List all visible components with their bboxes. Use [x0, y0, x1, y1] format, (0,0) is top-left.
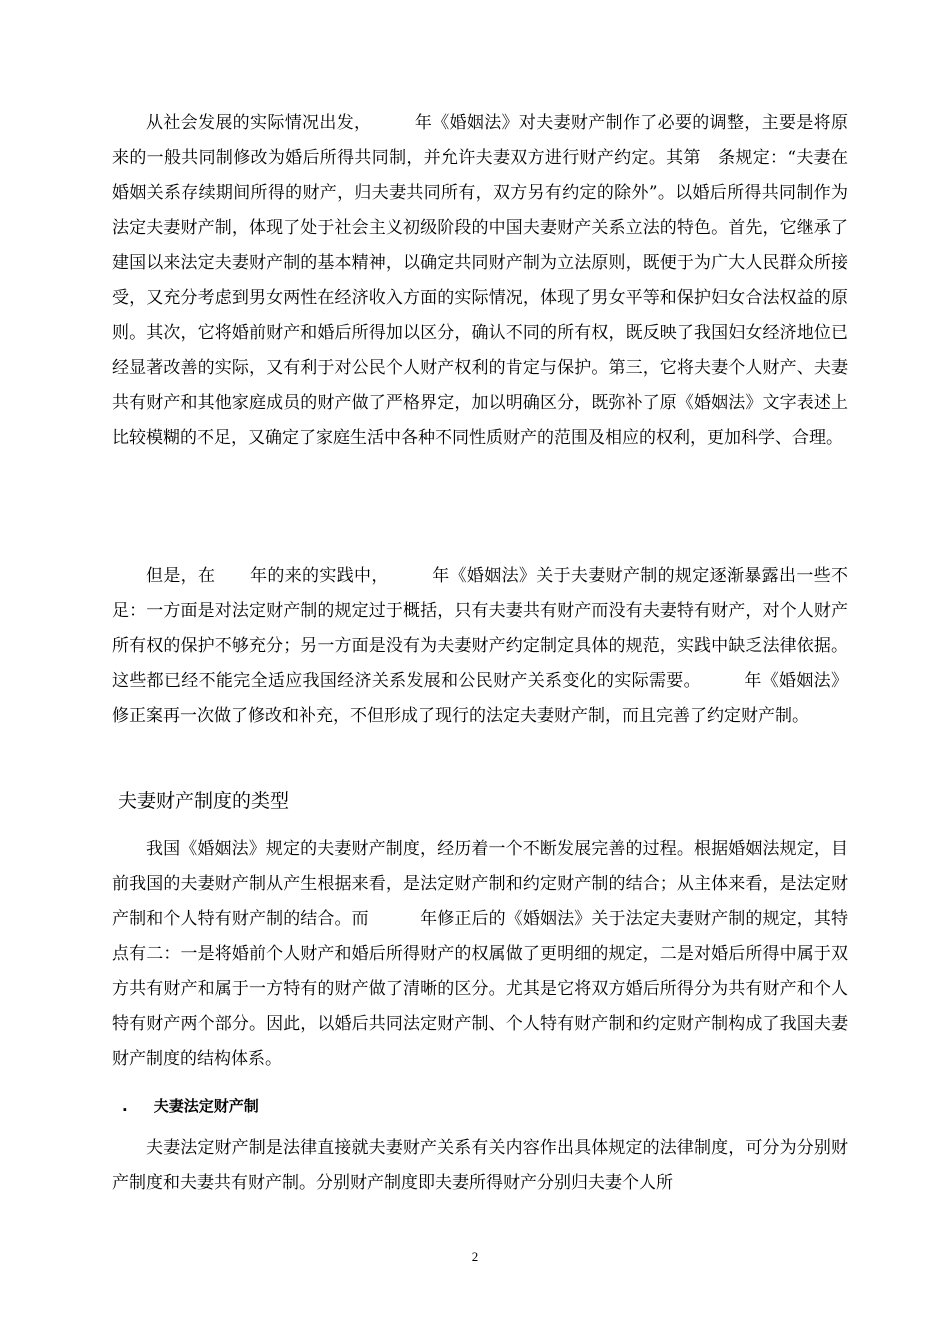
paragraph-practice-shortcomings: 但是，在 年的来的实践中， 年《婚姻法》关于夫妻财产制的规定逐渐暴露出一些不足：一方面是对法定财产制的规定过于概括，只有夫妻共有财产而没有夫妻特有财产，对个人财产所有权的保护不够充分；另一方面是没有为夫妻财产约定制定具体的规范，实践中缺乏法律依据。这些都已经不能完全适应我国经济关系发展和公民财产关系变化的实际需要。 年《婚姻法》修正案再一次做了修改和补充，不但形成了现行的法定夫妻财产制，而且完善了约定财产制。 [112, 566, 848, 726]
page-number: 2 [471, 1249, 479, 1264]
section-heading: 夫妻财产制度的类型 [118, 790, 290, 812]
paragraph-property-system-types: 我国《婚姻法》规定的夫妻财产制度，经历着一个不断发展完善的过程。根据婚姻法规定，目前我国的夫妻财产制从产生根据来看，是法定财产制和约定财产制的结合；从主体来看，是法定财产制和个人特有财产制的结合。而 年修正后的《婚姻法》关于法定夫妻财产制的规定，其特点有二：一是将婚前个人财产和婚后所得财产的权属做了更明细的规定，二是对婚后所得中属于双方共有财产和属于一方特有的财产做了清晰的区分。尤其是它将双方婚后所得分为共有财产和个人特有财产两个部分。因此，以婚后共同法定财产制、个人特有财产制和约定财产制构成了我国夫妻财产制度的结构体系。 [112, 839, 848, 1069]
subsection-heading: . 夫妻法定财产制 [122, 1097, 259, 1115]
paragraph-statutory-property-system: 夫妻法定财产制是法律直接就夫妻财产关系有关内容作出具体规定的法律制度，可分为分别财产制度和夫妻共有财产制。分别财产制度即夫妻所得财产分别归夫妻个人所 [112, 1138, 848, 1193]
paragraph-marriage-law-adjustment: 从社会发展的实际情况出发， 年《婚姻法》对夫妻财产制作了必要的调整，主要是将原来的一般共同制修改为婚后所得共同制，并允许夫妻双方进行财产约定。其第 条规定：“夫妻在婚姻关系存续期间所得的财产，归夫妻共同所有，双方另有约定的除外”。以婚后所得共同制作为法定夫妻财产制，体现了处于社会主义初级阶段的中国夫妻财产关系立法的特色。首先，它继承了建国以来法定夫妻财产制的基本精神，以确定共同财产制为立法原则，既便于为广大人民群众所接受，又充分考虑到男女两性在经济收入方面的实际情况，体现了男女平等和保护妇女合法权益的原则。其次，它将婚前财产和婚后所得加以区分，确认不同的所有权，既反映了我国妇女经济地位已经显著改善的实际，又有利于对公民个人财产权利的肯定与保护。第三，它将夫妻个人财产、夫妻共有财产和其他家庭成员的财产做了严格界定，加以明确区分，既弥补了原《婚姻法》文字表述上比较模糊的不足，又确定了家庭生活中各种不同性质财产的范围及相应的权利，更加科学、合理。 [112, 113, 848, 448]
